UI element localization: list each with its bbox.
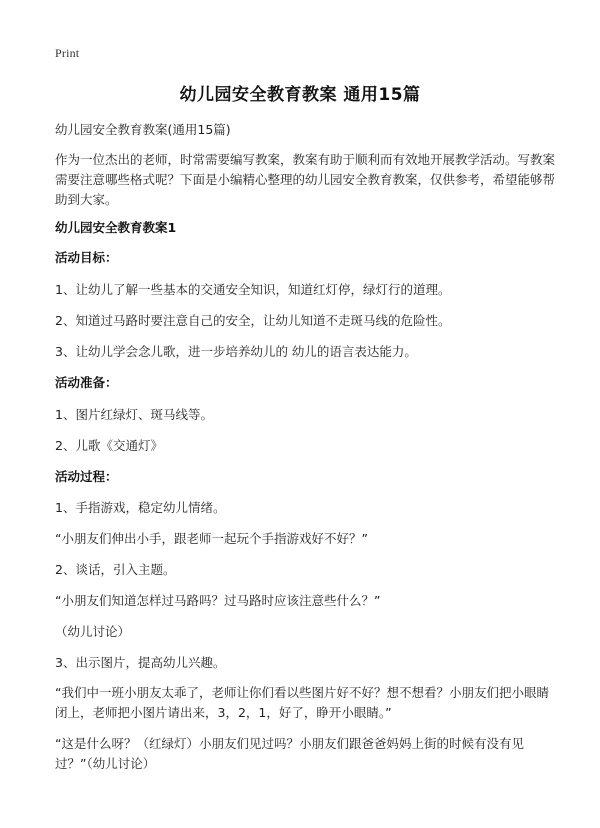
prep-heading: 活动准备： [55,375,118,390]
print-label: Print [55,46,80,60]
prep-item-1: 1、图片红绿灯、斑马线等。 [55,407,213,422]
goal-item-2: 2、知道过马路时要注意自己的安全，让幼儿知道不走斑马线的危险性。 [55,313,451,328]
section-heading: 幼儿园安全教育教案1 [55,220,177,235]
goal-item-1: 1、让幼儿了解一些基本的交通安全知识，知道红灯停，绿灯行的道理。 [55,282,451,297]
process-step-1: 1、手指游戏，稳定幼儿情绪。 [55,500,226,515]
process-quote-1: “小朋友们伸出小手，跟老师一起玩个手指游戏好不好？” [55,531,368,546]
subtitle-line: 幼儿园安全教育教案(通用15篇) [55,122,231,137]
process-quote-2: “小朋友们知道怎样过马路吗？过马路时应该注意些什么？” [55,593,381,608]
process-quote-4: “这是什么呀？（红绿灯）小朋友们见过吗？小朋友们跟爸爸妈妈上街的时候有没有见过？”（幼儿讨论） [55,736,524,771]
page-title: 幼儿园安全教育教案 通用15篇 [179,85,421,105]
process-quote-3: “我们中一班小朋友太乖了，老师让你们看以些图片好不好？想不想看？小朋友们把小眼睛闭上，老师把小图片请出来，3，2，1，好了，睁开小眼睛。” [55,685,549,720]
process-step-2: 2、谈话，引入主题。 [55,562,176,577]
goals-heading: 活动目标： [55,250,118,265]
process-step-3: 3、出示图片，提高幼儿兴趣。 [55,655,226,670]
intro-paragraph: 作为一位杰出的老师，时常需要编写教案，教案有助于顺利而有效地开展教学活动。写教案需要注意哪些格式呢？下面是小编精心整理的幼儿园安全教育教案，仅供参考，希望能够帮助到大家。 [55,152,556,207]
goal-item-3: 3、让幼儿学会念儿歌，进一步培养幼儿的 幼儿的语言表达能力。 [55,344,417,359]
prep-item-2: 2、儿歌《交通灯》 [55,438,163,453]
process-heading: 活动过程： [55,469,118,484]
process-note: （幼儿讨论） [55,624,131,639]
